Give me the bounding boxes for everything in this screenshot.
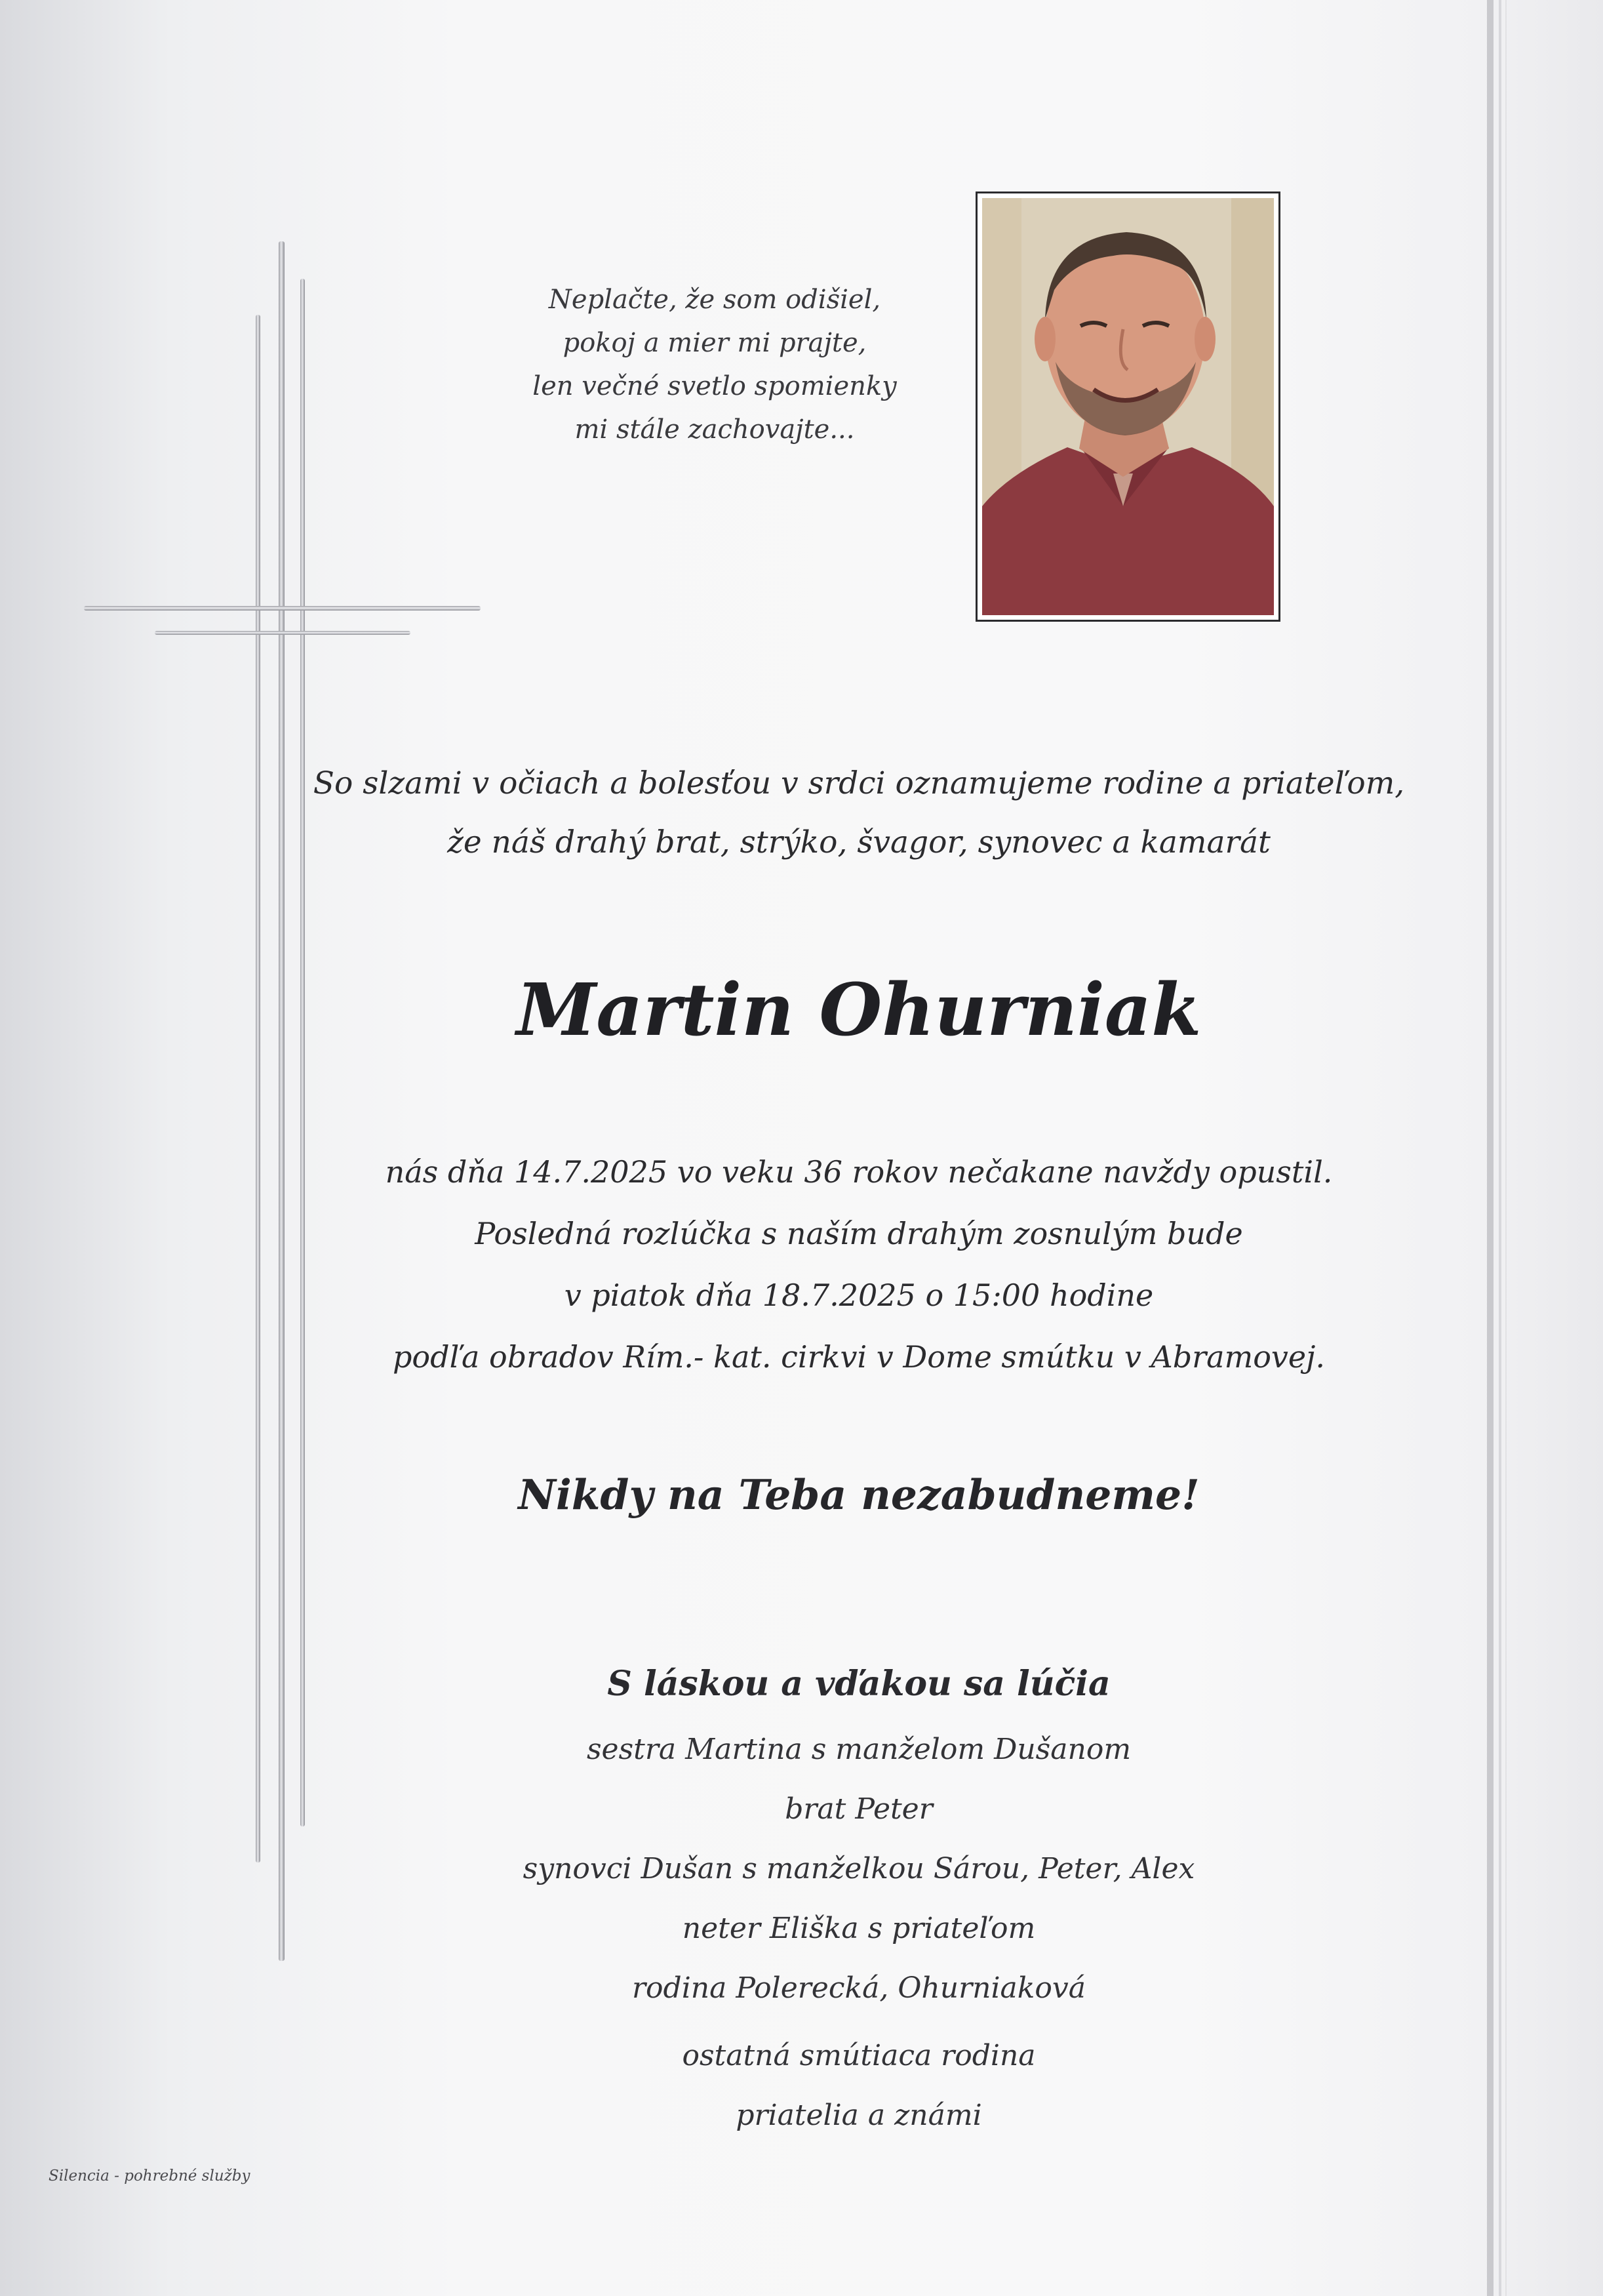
- details-line: v piatok dňa 18.7.2025 o 15:00 hodine: [564, 1278, 1154, 1313]
- portrait-photo-frame: [976, 191, 1280, 622]
- border-rail: [1487, 0, 1494, 2296]
- border-rail: [1505, 0, 1507, 2296]
- poem-line: pokoj a mier mi prajte,: [563, 328, 867, 358]
- details-line: Posledná rozlúčka s naším drahým zosnulým bude: [475, 1216, 1243, 1251]
- border-rail: [1499, 0, 1501, 2296]
- details-line: nás dňa 14.7.2025 vo veku 36 rokov nečakane navždy opustil.: [385, 1154, 1333, 1190]
- portrait-photo: [982, 198, 1274, 615]
- portrait-illustration: [982, 198, 1274, 615]
- motto: Nikdy na Teba nezabudneme!: [518, 1470, 1200, 1519]
- poem-line: len večné svetlo spomienky: [532, 371, 897, 401]
- mourners-list: [367, 1720, 1351, 2145]
- farewell-title: S láskou a vďakou sa lúčia: [607, 1664, 1111, 1704]
- mourner-line: brat Peter: [785, 1792, 933, 1826]
- deceased-name: Martin Ohurniak: [516, 967, 1202, 1052]
- poem-line: mi stále zachovajte...: [574, 414, 855, 445]
- details-line: podľa obradov Rím.- kat. cirkvi v Dome smútku v Abramovej.: [392, 1339, 1325, 1375]
- mourner-line: neter Eliška s priateľom: [682, 1912, 1036, 1945]
- mourner-line: priatelia a známi: [736, 2099, 982, 2132]
- announcement: [302, 754, 1416, 872]
- poem-line: Neplačte, že som odišiel,: [548, 285, 881, 315]
- mourner-line: sestra Martina s manželom Dušanom: [586, 1733, 1132, 1766]
- announcement-line: So slzami v očiach a bolesťou v srdci oznamujeme rodine a priateľom,: [313, 765, 1405, 801]
- funeral-details: [302, 1141, 1416, 1388]
- mourner-line: ostatná smútiaca rodina: [682, 2039, 1036, 2072]
- poem: [420, 278, 1010, 451]
- mourner-line: rodina Polerecká, Ohurniaková: [632, 1971, 1086, 2005]
- mourner-line: synovci Dušan s manželkou Sárou, Peter, Alex: [523, 1852, 1195, 1885]
- announcement-line: že náš drahý brat, strýko, švagor, synovec a kamarát: [447, 824, 1271, 860]
- funeral-service-credit: Silencia - pohrebné služby: [49, 2167, 250, 2185]
